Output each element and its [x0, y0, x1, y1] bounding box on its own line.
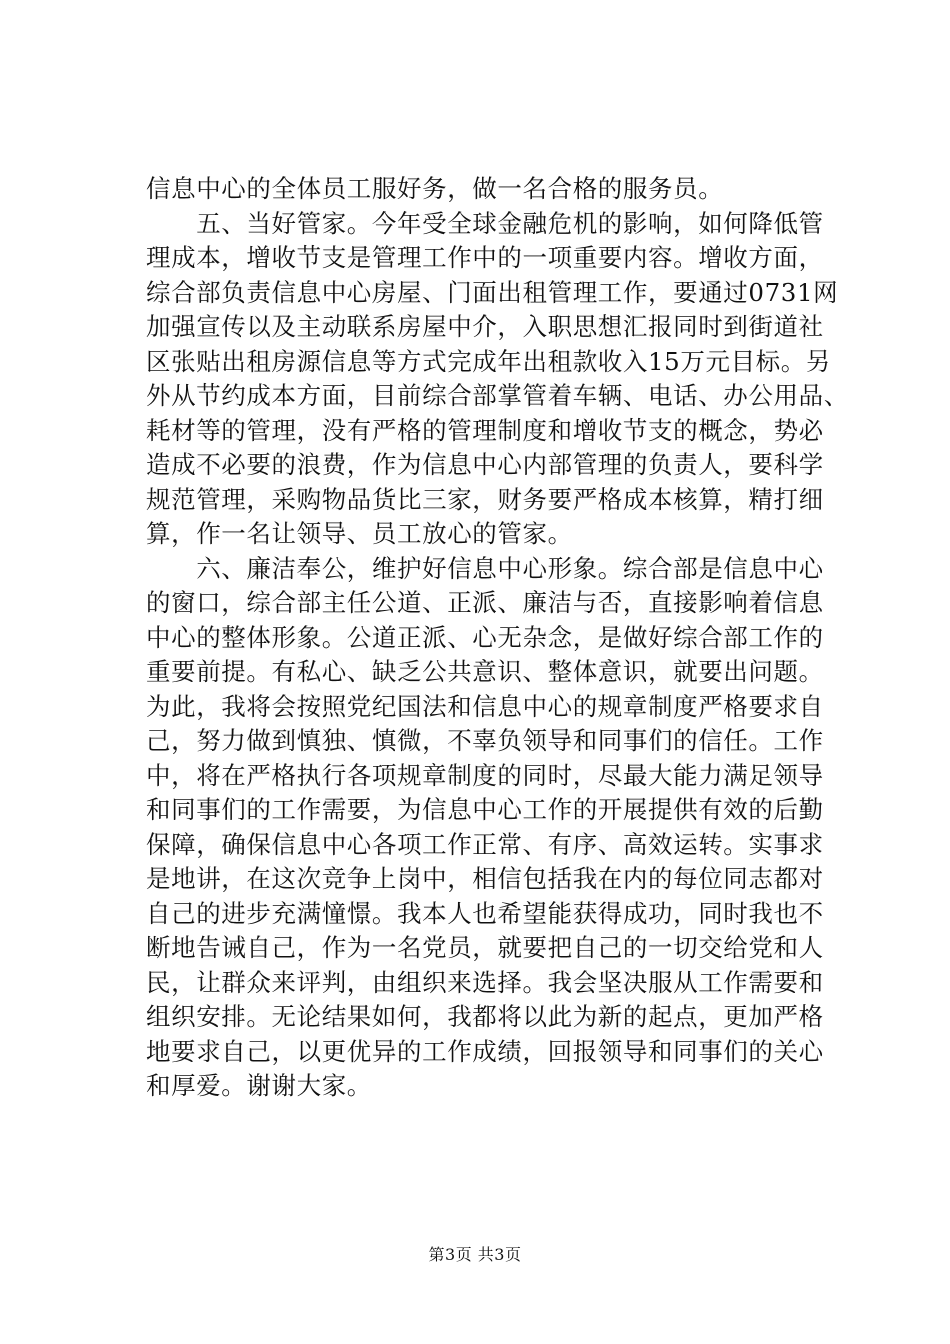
text-line: 规范管理，采购物品货比三家，财务要严格成本核算，精打细 — [146, 484, 824, 514]
text-line: 民，让群众来评判，由组织来选择。我会坚决服从工作需要和 — [146, 967, 824, 997]
text-line: 保障，确保信息中心各项工作正常、有序、高效运转。实事求 — [146, 829, 824, 859]
text-line: 地要求自己，以更优异的工作成绩，回报领导和同事们的关心 — [146, 1036, 824, 1066]
text-line: 六、廉洁奉公，维护好信息中心形象。综合部是信息中心 — [146, 553, 824, 583]
text-line: 信息中心的全体员工服好务，做一名合格的服务员。 — [146, 174, 724, 203]
text-line: 加强宣传以及主动联系房屋中介，入职思想汇报同时到街道社 — [146, 312, 824, 341]
text-line: 组织安排。无论结果如何，我都将以此为新的起点，更加严格 — [146, 1002, 824, 1031]
text-line: 中心的整体形象。公道正派、心无杂念，是做好综合部工作的 — [146, 622, 824, 652]
body-text — [146, 172, 849, 1104]
text-line: 是地讲，在这次竞争上岗中，相信包括我在内的每位同志都对 — [146, 864, 824, 893]
text-line: 和厚爱。谢谢大家。 — [146, 1071, 372, 1100]
text-line: 重要前提。有私心、缺乏公共意识、整体意识，就要出问题。 — [146, 657, 824, 686]
text-line: 自己的进步充满憧憬。我本人也希望能获得成功，同时我也不 — [146, 898, 824, 928]
page-number-label: 第3页 共3页 — [428, 1245, 522, 1264]
text-line: 区张贴出租房源信息等方式完成年出租款收入15万元目标。另 — [146, 346, 831, 376]
text-line: 造成不必要的浪费，作为信息中心内部管理的负责人，要科学 — [146, 450, 824, 479]
text-line: 断地告诫自己，作为一名党员，就要把自己的一切交给党和人 — [146, 933, 824, 962]
text-line: 为此，我将会按照党纪国法和信息中心的规章制度严格要求自 — [146, 691, 824, 721]
text-line: 算，作一名让领导、员工放心的管家。 — [146, 519, 573, 548]
text-line: 的窗口，综合部主任公道、正派、廉洁与否，直接影响着信息 — [146, 588, 824, 617]
text-line: 综合部负责信息中心房屋、门面出租管理工作，要通过0731网 — [146, 277, 839, 307]
text-line: 耗材等的管理，没有严格的管理制度和增收节支的概念，势必 — [146, 415, 824, 445]
text-line: 外从节约成本方面，目前综合部掌管着车辆、电话、办公用品、 — [146, 381, 849, 410]
text-line: 己，努力做到慎独、慎微，不辜负领导和同事们的信任。工作 — [146, 726, 824, 755]
text-line: 理成本，增收节支是管理工作中的一项重要内容。增收方面， — [146, 243, 824, 272]
text-line: 和同事们的工作需要，为信息中心工作的开展提供有效的后勤 — [146, 795, 824, 824]
text-line: 五、当好管家。今年受全球金融危机的影响，如何降低管 — [146, 208, 824, 238]
page-footer — [0, 1245, 950, 1265]
text-line: 中，将在严格执行各项规章制度的同时，尽最大能力满足领导 — [146, 760, 824, 790]
